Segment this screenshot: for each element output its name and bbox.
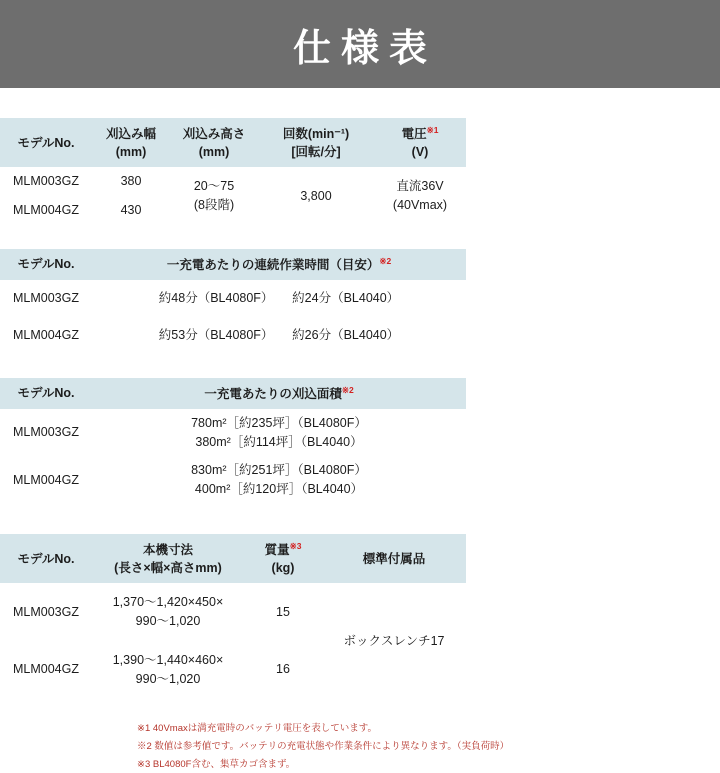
- header-mass: [244, 534, 322, 583]
- page-header: [0, 0, 720, 88]
- header-mass-text: 質量: [265, 543, 290, 557]
- table-basic-spec: [0, 118, 466, 225]
- header-voltage-text: 電圧: [402, 127, 427, 141]
- page-title: 仕様表: [283, 17, 437, 72]
- header-rpm-line1: 回数(min⁻¹): [260, 125, 372, 143]
- cell-rpm: 3,800: [258, 167, 374, 225]
- header-runtime-text: 一充電あたりの連続作業時間（目安）: [167, 258, 380, 272]
- header-accessory: 標準付属品: [322, 534, 466, 583]
- header-cutting-height-line2: (mm): [172, 143, 256, 161]
- spacer-1: [0, 225, 720, 249]
- header-dimensions-line1: 本機寸法: [94, 541, 242, 559]
- table-mow-area: [0, 378, 466, 504]
- table-header-row: [0, 534, 466, 583]
- table-row: [0, 409, 466, 457]
- header-model: モデルNo.: [0, 534, 92, 583]
- cell-dimensions-2: [92, 641, 244, 699]
- cell-model-2: MLM004GZ: [0, 317, 92, 354]
- mow-area-2-line1: 830m²［約251坪］（BL4080F）: [94, 461, 464, 480]
- header-model: [0, 118, 92, 167]
- cutting-height-line2: (8段階): [172, 196, 256, 215]
- table-row: [0, 280, 466, 317]
- cell-model-1: MLM003GZ: [0, 409, 92, 457]
- header-voltage-line1: [376, 124, 464, 143]
- cell-model-2: MLM004GZ: [0, 456, 92, 504]
- header-dimensions-line2: (長さ×幅×高さmm): [94, 559, 242, 577]
- header-cutting-height-line1: 刈込み高さ: [172, 125, 256, 143]
- cell-model-2: MLM004GZ: [0, 641, 92, 699]
- cell-width-2: 430: [92, 196, 170, 225]
- cell-runtime-2: 約53分（BL4080F） 約26分（BL4040）: [92, 317, 466, 354]
- header-model-label: モデルNo.: [17, 136, 74, 150]
- cell-model-2: MLM004GZ: [0, 196, 92, 225]
- footnote-3: ※3 BL4080F含む、集草カゴ含まず。: [127, 756, 593, 773]
- cell-mass-2: 16: [244, 641, 322, 699]
- header-voltage-line2: (V): [376, 143, 464, 161]
- table-row: [0, 456, 466, 504]
- spacer-2: [0, 354, 720, 378]
- footnote-1: ※1 40Vmaxは満充電時のバッテリ電圧を表しています。: [127, 720, 593, 738]
- cell-voltage: [374, 167, 466, 225]
- footnote-marker-2: ※2: [342, 385, 354, 395]
- footnote-marker-2: ※2: [379, 256, 391, 266]
- footnotes: [127, 716, 593, 773]
- footnote-marker-1: ※1: [427, 125, 439, 135]
- header-rpm: [258, 118, 374, 167]
- header-mass-line1: [246, 540, 320, 559]
- header-mow-area-text: 一充電あたりの刈込面積: [204, 387, 342, 401]
- footnote-marker-3: ※3: [290, 541, 302, 551]
- dimensions-2-line1: 1,390〜1,440×460×: [94, 651, 242, 670]
- voltage-line1: 直流36V: [376, 177, 464, 196]
- dimensions-2-line2: 990〜1,020: [94, 670, 242, 689]
- dimensions-1-line2: 990〜1,020: [94, 612, 242, 631]
- cell-width-1: 380: [92, 167, 170, 196]
- cell-model-1: MLM003GZ: [0, 167, 92, 196]
- spacer-3: [0, 504, 720, 534]
- cell-accessory: ボックスレンチ17: [322, 583, 466, 698]
- cell-model-1: MLM003GZ: [0, 583, 92, 641]
- cell-mow-area-2: [92, 456, 466, 504]
- table-row: [0, 167, 466, 196]
- cell-mow-area-1: [92, 409, 466, 457]
- header-cutting-width-line2: (mm): [94, 143, 168, 161]
- cell-cutting-height: [170, 167, 258, 225]
- header-rpm-line2: [回転/分]: [260, 143, 372, 161]
- table-runtime: [0, 249, 466, 354]
- cell-model-1: MLM003GZ: [0, 280, 92, 317]
- header-model: モデルNo.: [0, 378, 92, 409]
- cell-dimensions-1: [92, 583, 244, 641]
- mow-area-2-line2: 400m²［約120坪］（BL4040）: [94, 480, 464, 499]
- cell-runtime-1: 約48分（BL4080F） 約24分（BL4040）: [92, 280, 466, 317]
- table-dimensions: [0, 534, 466, 698]
- header-cutting-width-line1: 刈込み幅: [94, 125, 168, 143]
- header-runtime: [92, 249, 466, 280]
- header-voltage: [374, 118, 466, 167]
- header-model: モデルNo.: [0, 249, 92, 280]
- header-cutting-width: [92, 118, 170, 167]
- header-cutting-height: [170, 118, 258, 167]
- spacer-4: [0, 698, 720, 716]
- table-header-row: [0, 118, 466, 167]
- footnote-2: ※2 数値は参考値です。バッテリの充電状態や作業条件により異なります。（実負荷時）: [127, 738, 593, 756]
- mow-area-1-line1: 780m²［約235坪］（BL4080F）: [94, 414, 464, 433]
- table-header-row: [0, 378, 466, 409]
- table-row: [0, 317, 466, 354]
- dimensions-1-line1: 1,370〜1,420×450×: [94, 593, 242, 612]
- page-content: [0, 88, 720, 720]
- mow-area-1-line2: 380m²［約114坪］（BL4040）: [94, 433, 464, 452]
- table-row: [0, 583, 466, 641]
- header-dimensions: [92, 534, 244, 583]
- table-header-row: [0, 249, 466, 280]
- spacer-top: [0, 88, 720, 118]
- header-mass-line2: (kg): [246, 559, 320, 577]
- cell-mass-1: 15: [244, 583, 322, 641]
- header-mow-area: [92, 378, 466, 409]
- cutting-height-line1: 20〜75: [172, 177, 256, 196]
- voltage-line2: (40Vmax): [376, 196, 464, 215]
